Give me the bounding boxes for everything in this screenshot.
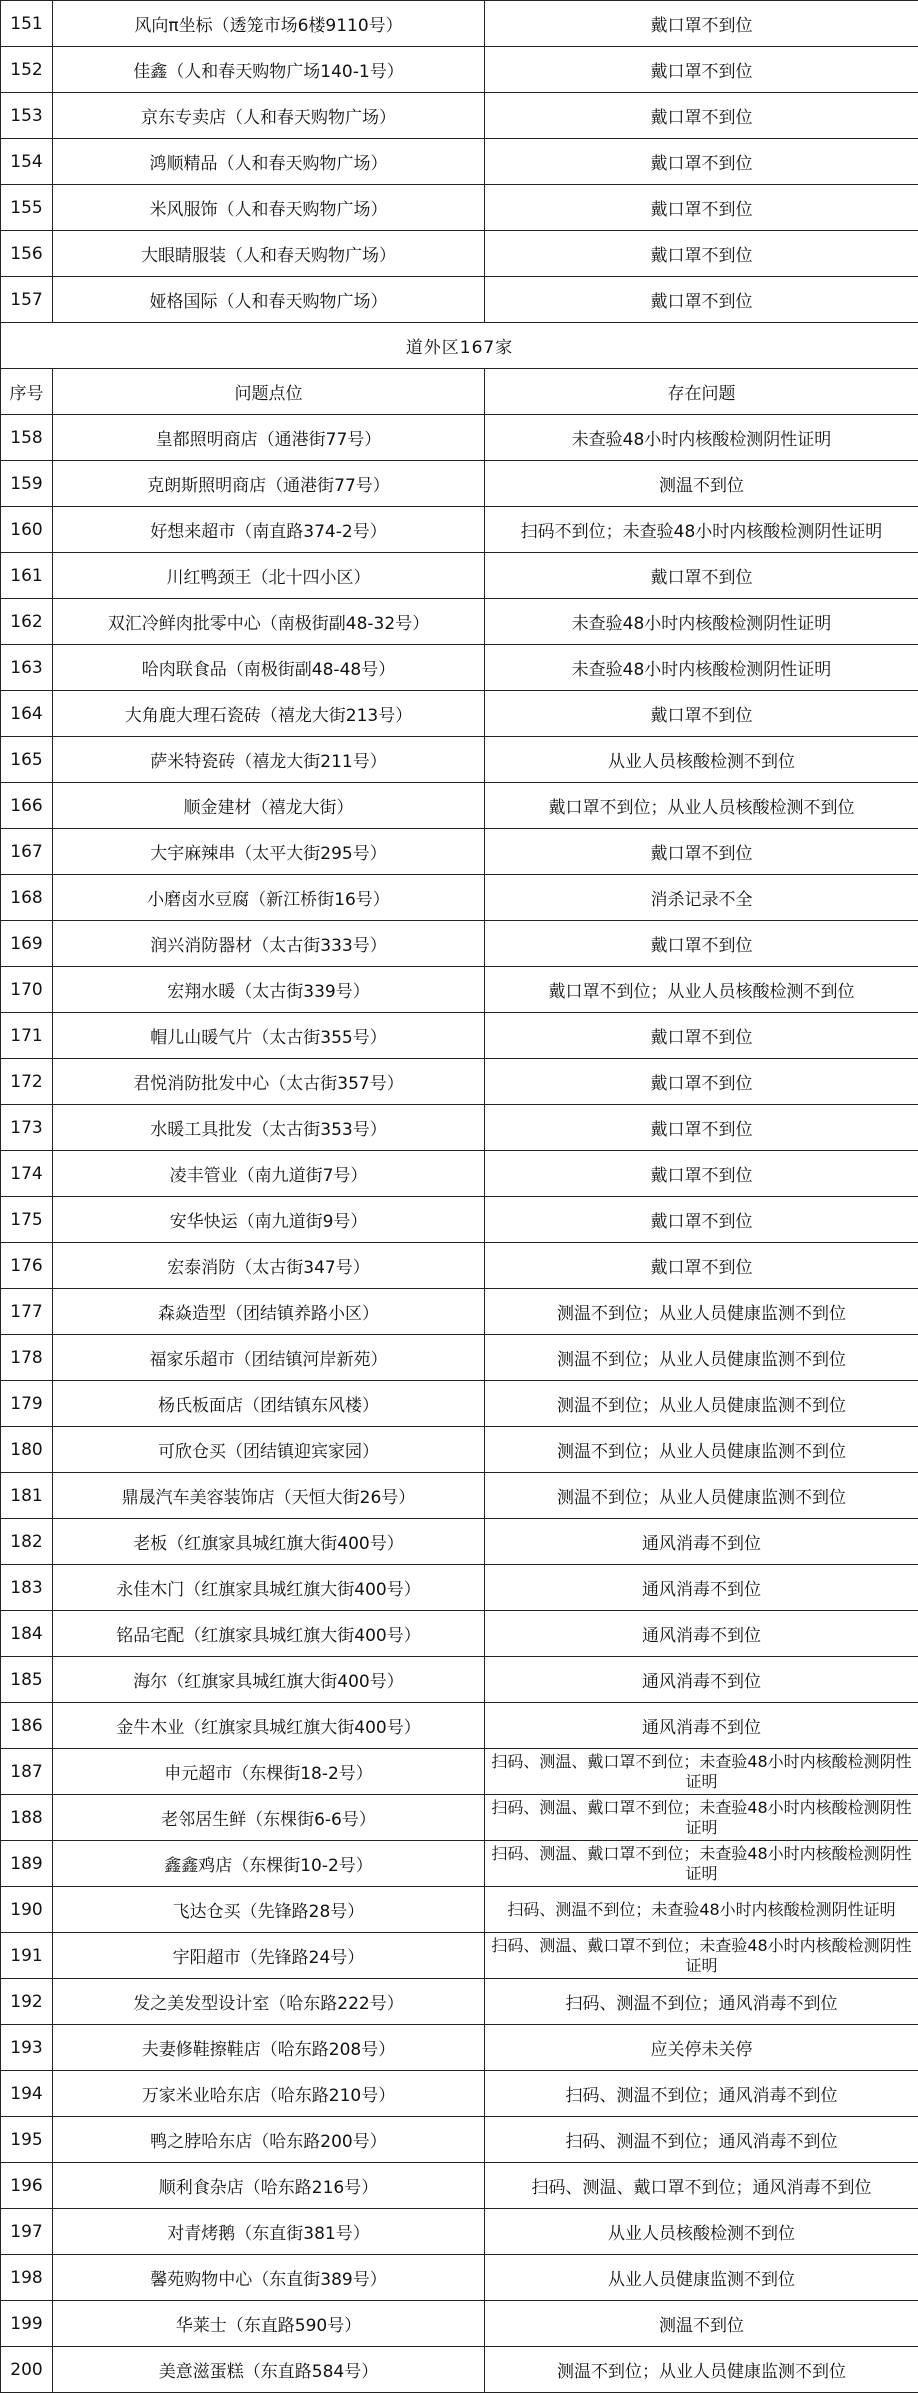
row-issue: 戴口罩不到位 — [485, 691, 918, 737]
table-body-previous-section — [1, 1, 918, 323]
row-location: 皇都照明商店（通港街77号） — [53, 415, 485, 461]
row-issue: 应关停未关停 — [485, 2025, 918, 2071]
row-location: 克朗斯照明商店（通港街77号） — [53, 461, 485, 507]
row-location: 金牛木业（红旗家具城红旗大街400号） — [53, 1703, 485, 1749]
row-number: 173 — [1, 1105, 53, 1151]
row-location: 华莱士（东直路590号） — [53, 2301, 485, 2347]
row-number: 171 — [1, 1013, 53, 1059]
table-row — [1, 2025, 918, 2071]
table-row — [1, 93, 918, 139]
row-location: 发之美发型设计室（哈东路222号） — [53, 1979, 485, 2025]
row-location: 美意滋蛋糕（东直路584号） — [53, 2347, 485, 2393]
row-issue: 扫码、测温、戴口罩不到位；未查验48小时内核酸检测阴性证明 — [485, 1749, 918, 1795]
table-row — [1, 461, 918, 507]
row-number: 156 — [1, 231, 53, 277]
row-number: 191 — [1, 1933, 53, 1979]
row-number: 193 — [1, 2025, 53, 2071]
row-issue: 戴口罩不到位 — [485, 1059, 918, 1105]
row-issue: 戴口罩不到位 — [485, 553, 918, 599]
row-number: 169 — [1, 921, 53, 967]
table-row — [1, 1887, 918, 1933]
row-number: 174 — [1, 1151, 53, 1197]
table-row — [1, 2209, 918, 2255]
table-row — [1, 645, 918, 691]
table-row — [1, 231, 918, 277]
row-number: 186 — [1, 1703, 53, 1749]
table-row — [1, 1703, 918, 1749]
table-row — [1, 1151, 918, 1197]
row-issue: 通风消毒不到位 — [485, 1703, 918, 1749]
table-row — [1, 1749, 918, 1795]
table-row — [1, 47, 918, 93]
table-row — [1, 967, 918, 1013]
row-issue: 从业人员核酸检测不到位 — [485, 737, 918, 783]
row-number: 172 — [1, 1059, 53, 1105]
table-row — [1, 2163, 918, 2209]
table-row — [1, 1335, 918, 1381]
table-row — [1, 2071, 918, 2117]
row-issue: 戴口罩不到位；从业人员核酸检测不到位 — [485, 967, 918, 1013]
row-issue: 扫码、测温、戴口罩不到位；通风消毒不到位 — [485, 2163, 918, 2209]
table-row — [1, 737, 918, 783]
row-number: 185 — [1, 1657, 53, 1703]
row-location: 好想来超市（南直路374-2号） — [53, 507, 485, 553]
table-row — [1, 2117, 918, 2163]
row-number: 180 — [1, 1427, 53, 1473]
row-issue: 从业人员健康监测不到位 — [485, 2255, 918, 2301]
row-issue: 戴口罩不到位 — [485, 1013, 918, 1059]
row-issue: 测温不到位；从业人员健康监测不到位 — [485, 2347, 918, 2393]
row-issue: 扫码、测温不到位；通风消毒不到位 — [485, 1979, 918, 2025]
row-location: 夫妻修鞋擦鞋店（哈东路208号） — [53, 2025, 485, 2071]
row-issue: 从业人员核酸检测不到位 — [485, 2209, 918, 2255]
row-location: 君悦消防批发中心（太古街357号） — [53, 1059, 485, 1105]
row-number: 179 — [1, 1381, 53, 1427]
row-number: 155 — [1, 185, 53, 231]
table-row — [1, 1979, 918, 2025]
header-num: 序号 — [1, 369, 53, 415]
row-number: 152 — [1, 47, 53, 93]
row-location: 鸿顺精品（人和春天购物广场） — [53, 139, 485, 185]
row-location: 佳鑫（人和春天购物广场140-1号） — [53, 47, 485, 93]
row-issue: 通风消毒不到位 — [485, 1611, 918, 1657]
row-issue: 戴口罩不到位；从业人员核酸检测不到位 — [485, 783, 918, 829]
row-location: 老板（红旗家具城红旗大街400号） — [53, 1519, 485, 1565]
section-title-row — [1, 323, 918, 369]
table-row — [1, 1289, 918, 1335]
row-number: 166 — [1, 783, 53, 829]
table-row — [1, 1841, 918, 1887]
table-row — [1, 783, 918, 829]
row-number: 200 — [1, 2347, 53, 2393]
table-row — [1, 875, 918, 921]
row-issue: 测温不到位 — [485, 461, 918, 507]
row-number: 176 — [1, 1243, 53, 1289]
row-issue: 未查验48小时内核酸检测阴性证明 — [485, 415, 918, 461]
table-row — [1, 599, 918, 645]
table-row — [1, 2255, 918, 2301]
row-location: 宇阳超市（先锋路24号） — [53, 1933, 485, 1979]
row-issue: 戴口罩不到位 — [485, 1197, 918, 1243]
row-issue: 测温不到位；从业人员健康监测不到位 — [485, 1335, 918, 1381]
row-number: 160 — [1, 507, 53, 553]
row-issue: 戴口罩不到位 — [485, 93, 918, 139]
row-number: 184 — [1, 1611, 53, 1657]
row-location: 京东专卖店（人和春天购物广场） — [53, 93, 485, 139]
section-title: 道外区167家 — [1, 323, 918, 369]
table-row — [1, 1519, 918, 1565]
row-number: 190 — [1, 1887, 53, 1933]
row-location: 萨米特瓷砖（禧龙大街211号） — [53, 737, 485, 783]
row-issue: 测温不到位；从业人员健康监测不到位 — [485, 1473, 918, 1519]
row-issue: 未查验48小时内核酸检测阴性证明 — [485, 599, 918, 645]
row-number: 198 — [1, 2255, 53, 2301]
row-location: 小磨卤水豆腐（新江桥街16号） — [53, 875, 485, 921]
table-row — [1, 1565, 918, 1611]
row-number: 151 — [1, 1, 53, 47]
row-location: 铭品宅配（红旗家具城红旗大街400号） — [53, 1611, 485, 1657]
table-row — [1, 2301, 918, 2347]
row-location: 大眼睛服装（人和春天购物广场） — [53, 231, 485, 277]
table-row — [1, 1381, 918, 1427]
row-issue: 戴口罩不到位 — [485, 1243, 918, 1289]
table-row — [1, 1473, 918, 1519]
row-issue: 戴口罩不到位 — [485, 185, 918, 231]
table-row — [1, 921, 918, 967]
row-location: 永佳木门（红旗家具城红旗大街400号） — [53, 1565, 485, 1611]
table-row — [1, 1611, 918, 1657]
row-number: 199 — [1, 2301, 53, 2347]
row-issue: 测温不到位；从业人员健康监测不到位 — [485, 1427, 918, 1473]
row-issue: 扫码、测温不到位；通风消毒不到位 — [485, 2071, 918, 2117]
row-location: 鑫鑫鸡店（东棵街10-2号） — [53, 1841, 485, 1887]
row-number: 188 — [1, 1795, 53, 1841]
row-number: 162 — [1, 599, 53, 645]
row-location: 大角鹿大理石瓷砖（禧龙大街213号） — [53, 691, 485, 737]
row-number: 157 — [1, 277, 53, 323]
table-row — [1, 277, 918, 323]
row-issue: 戴口罩不到位 — [485, 829, 918, 875]
row-issue: 扫码不到位；未查验48小时内核酸检测阴性证明 — [485, 507, 918, 553]
row-issue: 戴口罩不到位 — [485, 921, 918, 967]
row-location: 双汇冷鲜肉批零中心（南极街副48-32号） — [53, 599, 485, 645]
table-row — [1, 139, 918, 185]
table-row — [1, 507, 918, 553]
row-issue: 测温不到位 — [485, 2301, 918, 2347]
row-number: 168 — [1, 875, 53, 921]
row-location: 海尔（红旗家具城红旗大街400号） — [53, 1657, 485, 1703]
row-location: 杨氏板面店（团结镇东风楼） — [53, 1381, 485, 1427]
row-number: 161 — [1, 553, 53, 599]
row-location: 风向π坐标（透笼市场6楼9110号） — [53, 1, 485, 47]
row-location: 鸭之脖哈东店（哈东路200号） — [53, 2117, 485, 2163]
row-issue: 戴口罩不到位 — [485, 47, 918, 93]
table-row — [1, 1427, 918, 1473]
row-number: 167 — [1, 829, 53, 875]
row-number: 192 — [1, 1979, 53, 2025]
row-location: 申元超市（东棵街18-2号） — [53, 1749, 485, 1795]
row-location: 可欣仓买（团结镇迎宾家园） — [53, 1427, 485, 1473]
table-row — [1, 1013, 918, 1059]
row-location: 对青烤鹅（东直街381号） — [53, 2209, 485, 2255]
row-issue: 测温不到位；从业人员健康监测不到位 — [485, 1381, 918, 1427]
row-number: 170 — [1, 967, 53, 1013]
row-issue: 扫码、测温、戴口罩不到位；未查验48小时内核酸检测阴性证明 — [485, 1933, 918, 1979]
row-number: 197 — [1, 2209, 53, 2255]
table-row — [1, 691, 918, 737]
row-number: 175 — [1, 1197, 53, 1243]
table-row — [1, 185, 918, 231]
row-location: 润兴消防器材（太古街333号） — [53, 921, 485, 967]
table-row — [1, 1795, 918, 1841]
header-location: 问题点位 — [53, 369, 485, 415]
column-header-row — [1, 369, 918, 415]
row-issue: 戴口罩不到位 — [485, 231, 918, 277]
row-location: 飞达仓买（先锋路28号） — [53, 1887, 485, 1933]
row-issue: 扫码、测温不到位；通风消毒不到位 — [485, 2117, 918, 2163]
row-issue: 未查验48小时内核酸检测阴性证明 — [485, 645, 918, 691]
row-number: 181 — [1, 1473, 53, 1519]
row-issue: 通风消毒不到位 — [485, 1519, 918, 1565]
row-location: 馨苑购物中心（东直街389号） — [53, 2255, 485, 2301]
row-issue: 扫码、测温、戴口罩不到位；未查验48小时内核酸检测阴性证明 — [485, 1841, 918, 1887]
table-row — [1, 1197, 918, 1243]
row-location: 凌丰管业（南九道街7号） — [53, 1151, 485, 1197]
row-issue: 戴口罩不到位 — [485, 1, 918, 47]
row-issue: 戴口罩不到位 — [485, 139, 918, 185]
row-location: 顺金建材（禧龙大街） — [53, 783, 485, 829]
row-location: 哈肉联食品（南极街副48-48号） — [53, 645, 485, 691]
row-location: 森焱造型（团结镇养路小区） — [53, 1289, 485, 1335]
row-number: 165 — [1, 737, 53, 783]
table-body-section — [1, 415, 918, 2393]
table-row — [1, 1657, 918, 1703]
row-number: 182 — [1, 1519, 53, 1565]
row-number: 194 — [1, 2071, 53, 2117]
row-issue: 扫码、测温、戴口罩不到位；未查验48小时内核酸检测阴性证明 — [485, 1795, 918, 1841]
row-location: 米风服饰（人和春天购物广场） — [53, 185, 485, 231]
row-issue: 消杀记录不全 — [485, 875, 918, 921]
row-location: 安华快运（南九道街9号） — [53, 1197, 485, 1243]
table-row — [1, 1, 918, 47]
row-location: 帽儿山暖气片（太古街355号） — [53, 1013, 485, 1059]
row-number: 163 — [1, 645, 53, 691]
row-location: 宏翔水暖（太古街339号） — [53, 967, 485, 1013]
row-issue: 扫码、测温不到位；未查验48小时内核酸检测阴性证明 — [485, 1887, 918, 1933]
header-issue: 存在问题 — [485, 369, 918, 415]
row-issue: 戴口罩不到位 — [485, 1105, 918, 1151]
table-row — [1, 1243, 918, 1289]
row-number: 177 — [1, 1289, 53, 1335]
table-row — [1, 553, 918, 599]
row-issue: 通风消毒不到位 — [485, 1565, 918, 1611]
row-number: 158 — [1, 415, 53, 461]
row-location: 水暖工具批发（太古街353号） — [53, 1105, 485, 1151]
row-location: 顺利食杂店（哈东路216号） — [53, 2163, 485, 2209]
row-issue: 测温不到位；从业人员健康监测不到位 — [485, 1289, 918, 1335]
row-number: 164 — [1, 691, 53, 737]
row-number: 159 — [1, 461, 53, 507]
table-row — [1, 1933, 918, 1979]
row-issue: 戴口罩不到位 — [485, 1151, 918, 1197]
row-location: 鼎晟汽车美容装饰店（天恒大街26号） — [53, 1473, 485, 1519]
row-location: 娅格国际（人和春天购物广场） — [53, 277, 485, 323]
table-row — [1, 415, 918, 461]
table-row — [1, 1105, 918, 1151]
row-number: 153 — [1, 93, 53, 139]
section-header-group — [1, 323, 918, 415]
row-number: 196 — [1, 2163, 53, 2209]
row-number: 189 — [1, 1841, 53, 1887]
row-location: 宏泰消防（太古街347号） — [53, 1243, 485, 1289]
row-location: 大宇麻辣串（太平大街295号） — [53, 829, 485, 875]
row-location: 川红鸭颈王（北十四小区） — [53, 553, 485, 599]
row-location: 万家米业哈东店（哈东路210号） — [53, 2071, 485, 2117]
row-number: 178 — [1, 1335, 53, 1381]
row-number: 187 — [1, 1749, 53, 1795]
table-row — [1, 2347, 918, 2393]
table-row — [1, 1059, 918, 1105]
row-issue: 戴口罩不到位 — [485, 277, 918, 323]
table-row — [1, 829, 918, 875]
row-issue: 通风消毒不到位 — [485, 1657, 918, 1703]
row-location: 老邻居生鲜（东棵街6-6号） — [53, 1795, 485, 1841]
row-number: 195 — [1, 2117, 53, 2163]
row-number: 154 — [1, 139, 53, 185]
row-location: 福家乐超市（团结镇河岸新苑） — [53, 1335, 485, 1381]
row-number: 183 — [1, 1565, 53, 1611]
